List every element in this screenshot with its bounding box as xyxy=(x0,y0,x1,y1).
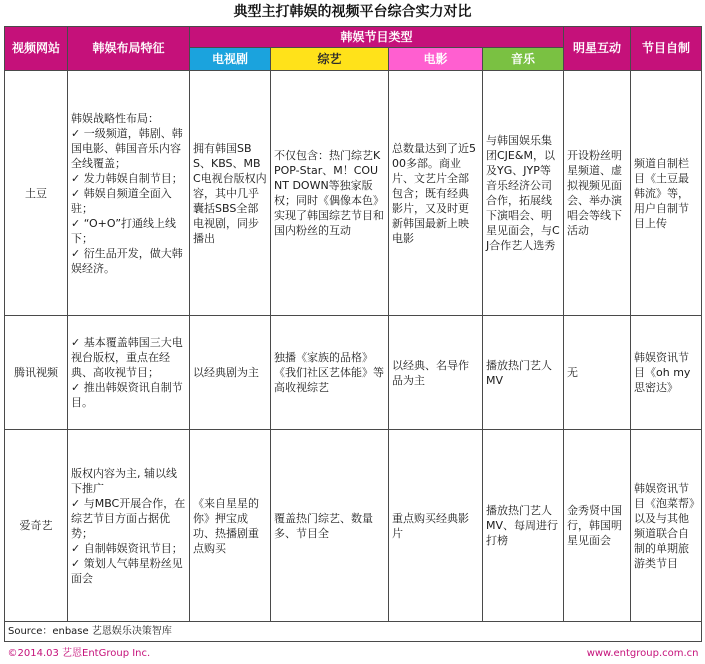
music-cell: 播放热门艺人MV、每周进行打榜 xyxy=(483,430,564,622)
self-made-cell: 频道自制栏目《土豆最韩流》等，用户自制节目上传 xyxy=(631,71,702,316)
layout-cell xyxy=(68,430,190,622)
header-star: 明星互动 xyxy=(564,27,631,71)
layout-line: ✓ 推出韩娱资讯自制节目。 xyxy=(71,380,186,410)
table-row xyxy=(5,71,702,316)
header-music: 音乐 xyxy=(483,48,564,71)
layout-line: ✓ 与MBC开展合作，在综艺节目方面占据优势； xyxy=(71,496,186,541)
footer-row xyxy=(5,642,702,664)
layout-line: ✓ “O+O”打通线上线下； xyxy=(71,216,186,246)
header-program-type: 韩娱节目类型 xyxy=(190,27,564,48)
layout-cell xyxy=(68,71,190,316)
header-movie: 电影 xyxy=(389,48,483,71)
star-cell: 开设粉丝明星频道、虚拟视频见面会、举办演唱会等线下活动 xyxy=(564,71,631,316)
layout-cell xyxy=(68,316,190,430)
page-title: 典型主打韩娱的视频平台综合实力对比 xyxy=(0,0,705,26)
layout-line: ✓ 衍生品开发，做大韩娱经济。 xyxy=(71,246,186,276)
footer-copyright: ©2014.03 艺恩EntGroup Inc. xyxy=(5,642,389,664)
star-cell: 金秀贤中国行，韩国明星见面会 xyxy=(564,430,631,622)
footer-website-link[interactable]: www.entgroup.com.cn xyxy=(389,642,702,664)
table-row xyxy=(5,316,702,430)
layout-line: 韩娱战略性布局： xyxy=(71,111,186,126)
header-site: 视频网站 xyxy=(5,27,68,71)
music-cell: 与韩国娱乐集团CJE&M，以及YG、JYP等音乐经济公司合作，拓展线下演唱会、明星见面会，与CJ合作艺人选秀 xyxy=(483,71,564,316)
table-row xyxy=(5,430,702,622)
music-cell: 播放热门艺人MV xyxy=(483,316,564,430)
tv-cell: 拥有韩国SBS、KBS、MBC电视台版权内容，其中几乎囊括SBS全部电视剧，同步播出 xyxy=(190,71,271,316)
variety-cell: 独播《家族的品格》《我们社区艺体能》等高收视综艺 xyxy=(271,316,389,430)
self-made-cell: 韩娱资讯节目《oh my 思密达》 xyxy=(631,316,702,430)
site-name: 腾讯视频 xyxy=(5,316,68,430)
header-self-made: 节目自制 xyxy=(631,27,702,71)
layout-line: ✓ 策划人气韩星粉丝见面会 xyxy=(71,556,186,586)
self-made-cell: 韩娱资讯节目《泡菜帮》以及与其他频道联合自制的单期旅游类节目 xyxy=(631,430,702,622)
layout-line: ✓ 韩娱自频道全面入驻； xyxy=(71,186,186,216)
site-name: 土豆 xyxy=(5,71,68,316)
layout-line: 版权内容为主, 辅以线下推广 xyxy=(71,466,186,496)
comparison-table xyxy=(4,26,702,664)
site-name: 爱奇艺 xyxy=(5,430,68,622)
star-cell: 无 xyxy=(564,316,631,430)
header-layout: 韩娱布局特征 xyxy=(68,27,190,71)
movie-cell: 以经典、名导作品为主 xyxy=(389,316,483,430)
header-row xyxy=(5,27,702,48)
header-variety: 综艺 xyxy=(271,48,389,71)
layout-line: ✓ 发力韩娱自制节目； xyxy=(71,171,186,186)
source-note: Source：enbase 艺恩娱乐决策智库 xyxy=(5,622,702,642)
header-tv: 电视剧 xyxy=(190,48,271,71)
tv-cell: 《来自星星的你》押宝成功、热播剧重点购买 xyxy=(190,430,271,622)
movie-cell: 总数量达到了近500多部。商业片、文艺片全部包含；既有经典影片，又及时更新韩国最新上映电影 xyxy=(389,71,483,316)
tv-cell: 以经典剧为主 xyxy=(190,316,271,430)
source-row xyxy=(5,622,702,642)
layout-line: ✓ 自制韩娱资讯节目； xyxy=(71,541,186,556)
variety-cell: 不仅包含：热门综艺KPOP-Star、M！COUNT DOWN等独家版权；同时《偶像本色》实现了韩国综艺节目和国内粉丝的互动 xyxy=(271,71,389,316)
layout-line: ✓ 一级频道，韩剧、韩国电影、韩国音乐内容全线覆盖； xyxy=(71,126,186,171)
layout-line: ✓ 基本覆盖韩国三大电视台版权，重点在经典、高收视节目； xyxy=(71,335,186,380)
variety-cell: 覆盖热门综艺、数量多、节目全 xyxy=(271,430,389,622)
movie-cell: 重点购买经典影片 xyxy=(389,430,483,622)
